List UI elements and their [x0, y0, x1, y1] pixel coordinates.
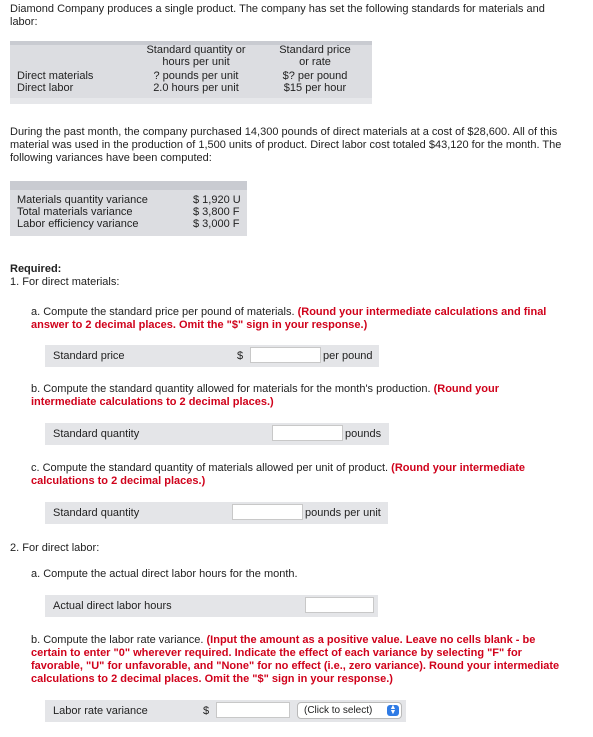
question-1c: [31, 462, 566, 488]
table-header-bar: [10, 181, 247, 190]
part1-heading: 1. For direct materials:: [10, 276, 120, 288]
question-note: (Round your intermediate calculations and final answer to 2 decimal places. Omit the "$" sign in your response.): [31, 306, 547, 331]
standards-table: [10, 41, 372, 104]
variance-label: Total materials variance: [17, 206, 133, 218]
required-heading: Required:: [10, 263, 62, 275]
standard-price-input[interactable]: [250, 347, 321, 363]
variances-table: [10, 181, 247, 236]
unit-label: per pound: [323, 350, 373, 362]
answer-row-standard-quantity: [45, 423, 389, 445]
question-text: b. Compute the standard quantity allowed for materials for the month's production.: [31, 383, 431, 395]
cell-quantity: 2.0 hours per unit: [153, 82, 239, 94]
answer-row-standard-price: [45, 345, 379, 367]
question-text: c. Compute the standard quantity of materials allowed per unit of product.: [31, 462, 389, 474]
actual-labor-hours-input[interactable]: [305, 597, 374, 613]
question-note: (Input the amount as a positive value. Leave no cells blank - be certain to enter "0" wherever required. Indicate the effect of each variance by selecting "F" for favorable, "U" for unfavorable, and "None" for no effect (i.e., zero variance). Round your intermediate calculations to 2 decimal places. Omit the "$" sign in your response.): [31, 634, 560, 685]
answer-row-actual-hours: [45, 595, 378, 617]
header-line: Standard quantity or: [146, 44, 246, 56]
variance-value: $ 3,800 F: [193, 206, 240, 218]
question-1a: [31, 306, 566, 332]
currency-symbol: $: [237, 350, 244, 362]
header-line: Standard price: [279, 44, 351, 56]
table-footer-bar: [10, 98, 372, 104]
question-text: b. Compute the labor rate variance.: [31, 634, 204, 646]
answer-label: Actual direct labor hours: [53, 600, 172, 612]
unit-label: pounds per unit: [305, 507, 381, 519]
answer-row-standard-quantity-per-unit: [45, 502, 388, 524]
currency-symbol: $: [203, 705, 210, 717]
variance-value: $ 1,920 U: [193, 194, 241, 206]
question-note: (Round your intermediate calculations to 2 decimal places.): [31, 383, 499, 408]
select-value: (Click to select): [304, 705, 373, 716]
variance-label: Labor efficiency variance: [17, 218, 139, 230]
part2-heading: 2. For direct labor:: [10, 542, 100, 554]
question-1b: [31, 383, 541, 409]
question-2a: [31, 568, 551, 581]
question-2b: [31, 634, 566, 686]
scenario-paragraph: During the past month, the company purchased 14,300 pounds of direct materials at a cost of $28,600. All of this material was used in the production of 1,500 units of product. Direct labor cost totaled $43,120 for the month. The following variances have been computed:: [10, 126, 562, 164]
cell-quantity: ? pounds per unit: [153, 70, 239, 82]
labor-rate-variance-input[interactable]: [216, 702, 290, 718]
question-text: a. Compute the standard price per pound of materials.: [31, 306, 295, 318]
row-label: Direct labor: [17, 82, 74, 94]
header-line: or rate: [299, 56, 331, 68]
answer-row-labor-rate-variance: [45, 700, 406, 722]
variance-label: Materials quantity variance: [17, 194, 148, 206]
question-text: a. Compute the actual direct labor hours for the month.: [31, 568, 298, 580]
cell-price: $15 per hour: [283, 82, 347, 94]
row-label: Direct materials: [17, 70, 94, 82]
variance-value: $ 3,000 F: [193, 218, 240, 230]
variance-effect-select[interactable]: [297, 702, 402, 719]
cell-price: $? per pound: [282, 70, 348, 82]
intro-text: Diamond Company produces a single product. The company has set the following standards for materials and labor:: [10, 3, 545, 28]
col-price-header: [268, 44, 362, 68]
updown-chevron-icon: ▲ ▼: [387, 705, 399, 716]
question-note: (Round your intermediate calculations to 2 decimal places.): [31, 462, 525, 487]
answer-label: Labor rate variance: [53, 705, 148, 717]
unit-label: pounds: [345, 428, 382, 440]
standard-quantity-per-unit-input[interactable]: [232, 504, 303, 520]
standard-quantity-input[interactable]: [272, 425, 343, 441]
answer-label: Standard quantity: [53, 507, 140, 519]
answer-label: Standard price: [53, 350, 125, 362]
col-quantity-header: [140, 44, 252, 68]
header-line: hours per unit: [162, 56, 230, 68]
answer-label: Standard quantity: [53, 428, 140, 440]
